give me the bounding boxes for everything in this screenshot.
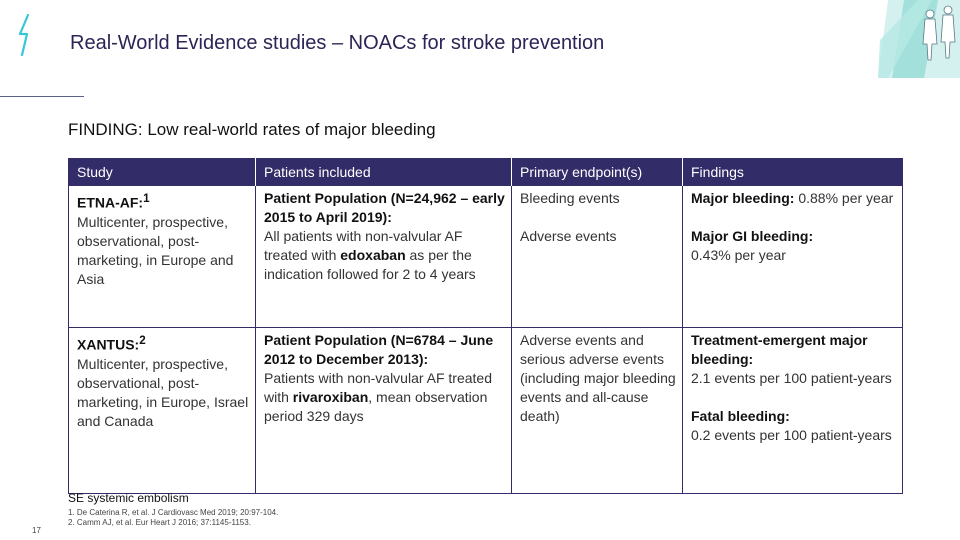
findings-cell <box>683 186 903 328</box>
patients-cell <box>256 328 512 494</box>
table-header-row <box>69 158 903 186</box>
slide-title: Real-World Evidence studies – NOACs for stroke prevention <box>70 32 605 54</box>
study-description: Multicenter, prospective, observational, post-marketing, in Europe, Israel and Canada <box>77 355 249 429</box>
page-number: 17 <box>32 526 41 535</box>
finding-label: Treatment-emergent major bleeding: <box>691 332 868 367</box>
finding-value: 0.2 events per 100 patient-years <box>691 427 892 443</box>
reference-item: 2. Camm AJ, et al. Eur Heart J 2016; 37:1145-1153. <box>68 518 251 527</box>
table-row <box>69 328 903 494</box>
studies-table <box>68 158 903 494</box>
header-patients-included: Patients included <box>256 158 512 186</box>
study-description: Multicenter, prospective, observational, post-marketing, in Europe and Asia <box>77 213 234 287</box>
study-name: ETNA-AF: <box>77 194 144 211</box>
finding-value: 0.88% per year <box>794 190 894 206</box>
endpoint-item: Bleeding events <box>520 190 620 206</box>
table-row <box>69 186 903 328</box>
population-text-end: , mean observation period 329 days <box>264 389 488 424</box>
population-text-end: as per the indication followed for 2 to 4 years <box>264 247 476 282</box>
endpoint-cell <box>512 328 683 494</box>
finding-heading: FINDING: Low real-world rates of major bleeding <box>68 120 436 139</box>
finding-value: 0.43% per year <box>691 247 786 263</box>
population-text: Patients with non-valvular AF treated with <box>264 370 493 405</box>
endpoint-item: Adverse events <box>520 228 617 244</box>
title-divider <box>0 96 84 97</box>
patients-cell <box>256 186 512 328</box>
brand-lightning-icon <box>14 14 38 56</box>
endpoint-item: Adverse events and serious adverse events (including major bleeding events and all-cause death) <box>520 332 676 424</box>
study-ref: 2 <box>139 334 146 347</box>
population-text: All patients with non-valvular AF treated with <box>264 228 463 263</box>
study-cell <box>69 328 256 494</box>
header-primary-endpoints: Primary endpoint(s) <box>512 158 683 186</box>
study-cell <box>69 186 256 328</box>
finding-label: Major bleeding: <box>691 190 795 206</box>
references <box>68 508 278 528</box>
endpoint-cell <box>512 186 683 328</box>
doctors-illustration-icon <box>878 0 960 78</box>
header-study: Study <box>69 158 256 186</box>
finding-label: Fatal bleeding: <box>691 408 790 424</box>
finding-value: 2.1 events per 100 patient-years <box>691 370 892 386</box>
finding-label: Major GI bleeding: <box>691 228 814 244</box>
study-ref: 1 <box>143 192 150 205</box>
findings-cell <box>683 328 903 494</box>
population-heading: Patient Population (N=24,962 – early 2015 to April 2019): <box>264 190 505 225</box>
study-name: XANTUS: <box>77 336 140 353</box>
reference-item: 1. De Caterina R, et al. J Cardiovasc Med 2019; 20:97-104. <box>68 508 279 517</box>
drug-name: rivaroxiban <box>292 389 369 405</box>
header-findings: Findings <box>683 158 903 186</box>
drug-name: edoxaban <box>340 247 406 263</box>
abbreviation-footnote: SE systemic embolism <box>68 491 189 505</box>
population-heading: Patient Population (N=6784 – June 2012 to December 2013): <box>264 332 494 367</box>
